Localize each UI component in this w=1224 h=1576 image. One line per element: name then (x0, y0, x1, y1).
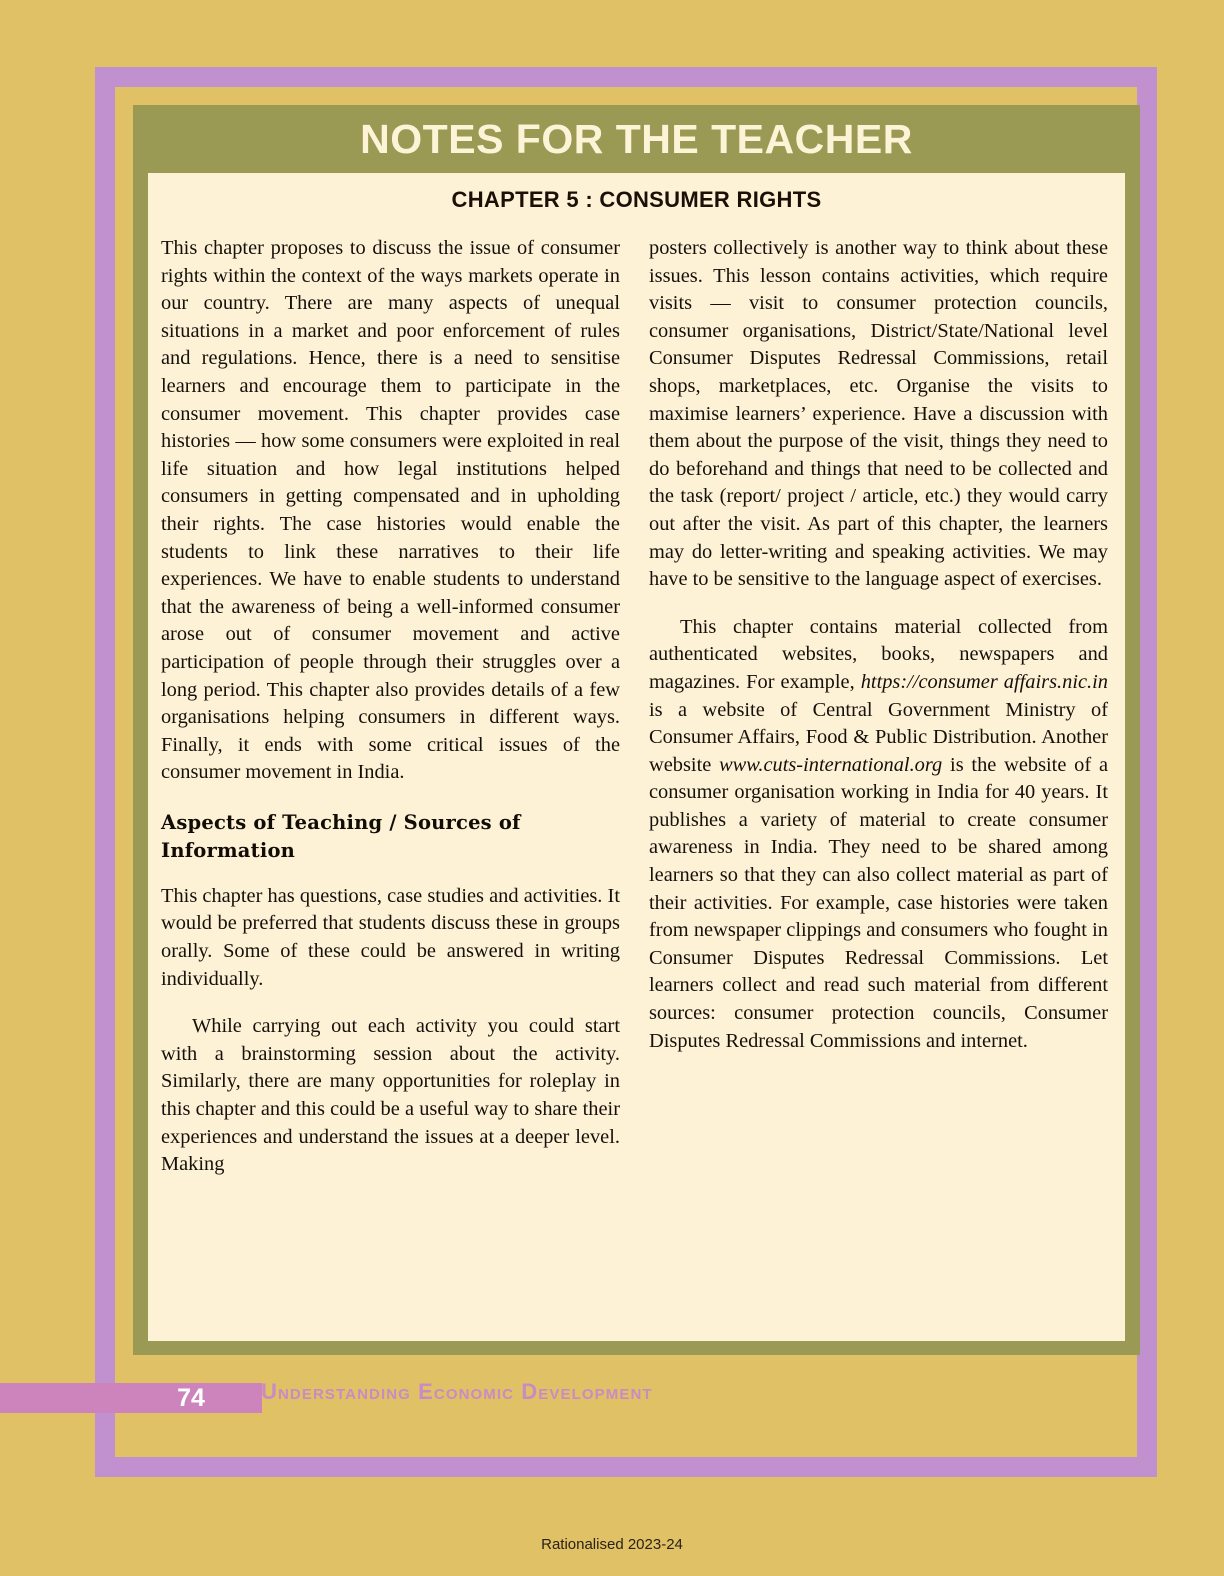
left-paragraph-2: This chapter has questions, case studies and activities. It would be preferred that students discuss these in groups orally. Some of these could be answered in writing individually. (161, 884, 620, 990)
left-paragraph-3: While carrying out each activity you could start with a brainstorming session about the activity. Similarly, there are many opportunities for roleplay in this chapter and this could be a useful way to share their experiences and understand the issues at a deeper level. Making (161, 1015, 620, 1176)
right-paragraph-2-text-a: This chapter contains material collected from authenticated websites, books, newspapers and magazines. For example, (649, 615, 1108, 693)
right-paragraph-2-text-c: is the website of a consumer organisation working in India for 40 years. It publishes a variety of material to create consumer awareness in India. They need to be shared among learners so that they can also collect material as part of their activities. For example, case histories were taken from newspaper clippings and consumers who fought in Consumer Disputes Redressal Commissions. Let learners collect and read such material from different sources: consumer protection councils, Consumer Disputes Redressal Commissions and internet. (649, 753, 1108, 1052)
cuts-international-url: www.cuts-international.org (719, 753, 943, 776)
two-column-body (161, 235, 1112, 1179)
page-number: 74 (177, 1383, 205, 1412)
consumer-affairs-url: https://consumer affairs.nic.in (860, 670, 1109, 693)
left-column (161, 235, 620, 1179)
page-title: NOTES FOR THE TEACHER (360, 115, 913, 162)
content-sheet (148, 173, 1125, 1341)
right-paragraph-2 (649, 614, 1108, 1056)
right-column (649, 235, 1108, 1055)
right-paragraph-2-text-b: is a website of Central Government Ministry of Consumer Affairs, Food & Public Distribution. Another website (649, 698, 1108, 776)
chapter-title: CHAPTER 5 : CONSUMER RIGHTS (451, 187, 822, 212)
right-paragraph-1: posters collectively is another way to think about these issues. This lesson contains activities, which require visits — visit to consumer protection councils, consumer organisations, District/State/National level Consumer Disputes Redressal Commissions, retail shops, marketplaces, etc. Organise the visits to maximise learners’ experience. Have a discussion with them about the purpose of the visit, things they need to do beforehand and things that need to be collected and the task (report/ project / article, etc.) they would carry out after the visit. As part of this chapter, the learners may do letter-writing and speaking activities. We may have to be sensitive to the language aspect of exercises. (649, 237, 1108, 591)
footer-page-number-bar (0, 1383, 262, 1413)
notes-header-band (133, 105, 1140, 173)
olive-content-panel (133, 105, 1140, 1355)
left-paragraph-1: This chapter proposes to discuss the issue of consumer rights within the context of the ways markets operate in our country. There are many aspects of unequal situations in a market and poor enforcement of rules and regulations. Hence, there is a need to sensitise learners and encourage them to participate in the consumer movement. This chapter provides case histories — how some consumers were exploited in real life situation and how legal institutions helped consumers in getting compensated and in upholding their rights. The case histories would enable the students to link these narratives to their life experiences. We have to enable students to understand that the awareness of being a well-informed consumer arose out of consumer movement and active participation of people through their struggles over a long period. This chapter also provides details of a few organisations helping consumers in different ways. Finally, it ends with some critical issues of the consumer movement in India. (161, 237, 620, 784)
section-subheading: Aspects of Teaching / Sources of Information (161, 810, 521, 862)
rationalised-note: Rationalised 2023-24 (541, 1536, 683, 1553)
footer-book-title: Understanding Economic Development (261, 1379, 653, 1404)
